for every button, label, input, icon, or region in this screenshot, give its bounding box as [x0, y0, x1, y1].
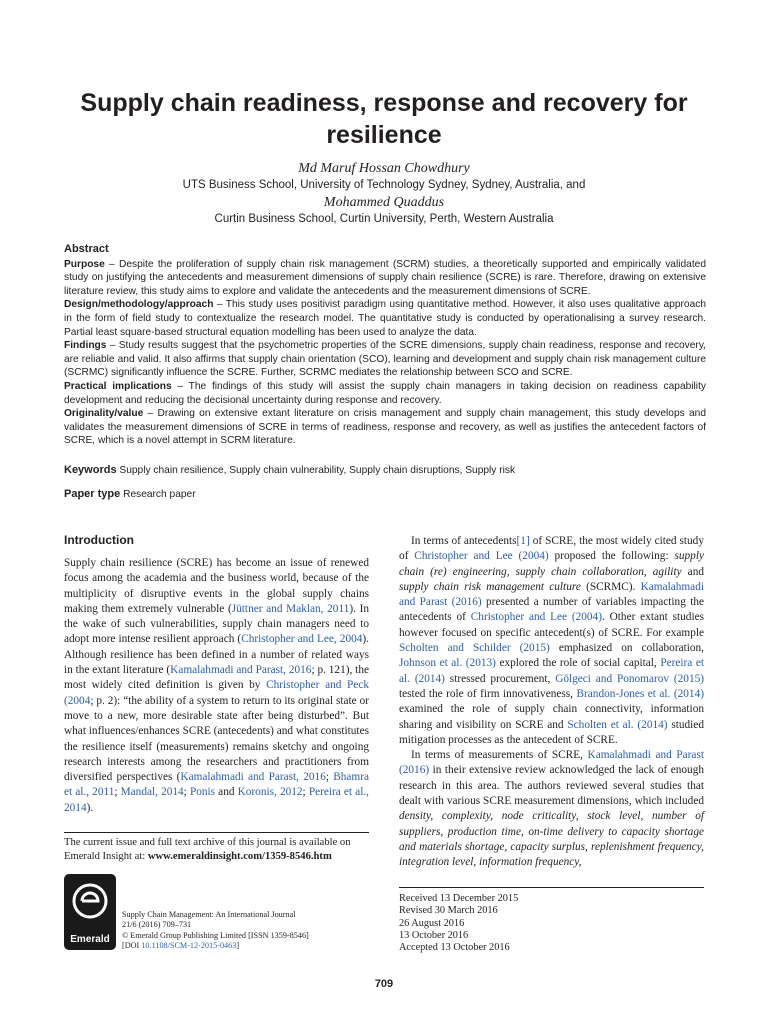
paper-type — [64, 488, 196, 500]
date-received: Received 13 December 2015 — [399, 893, 519, 904]
doi-suffix: ] — [236, 941, 240, 951]
date-revised: Revised 30 March 2016 — [399, 905, 498, 917]
paper-type-label: Paper type — [64, 488, 121, 500]
paragraph-text: supply chain (re) engineering, supply chain collaboration, agility — [399, 550, 704, 578]
left-column — [64, 556, 369, 816]
citation-link[interactable]: Kamalahmadi and Parast, 2016 — [170, 664, 312, 677]
page-number: 709 — [374, 978, 394, 990]
paragraph-text: stressed procurement, — [444, 672, 556, 685]
journal-info — [122, 910, 362, 952]
intro-right-paragraph-1 — [399, 534, 704, 748]
paragraph-text: (SCRMC). — [580, 580, 641, 593]
paragraph-text: proposed the following: — [548, 550, 675, 563]
citation-link[interactable]: Pereira et al. (2014) — [399, 657, 704, 685]
paragraph-text: supply chain risk management culture — [399, 580, 581, 593]
paragraph-text: ; — [325, 771, 334, 784]
paper-title: Supply chain readiness, response and recovery for resilience — [80, 89, 688, 149]
paragraph-text: ; — [302, 786, 309, 799]
paragraph-text: ; p. 2): “the ability of a system to return to its original state or move to a new, more desirable state after being disturbed”. But what influences/enhances SCRE (antecedents) and what constitutes the resilience itself (measurements) remains sketchy and ongoing research interests among the researchers and practitioners from diversified perspectives ( — [64, 694, 369, 784]
abstract-design — [64, 298, 706, 339]
citation-link[interactable]: Mandal, 2014 — [120, 786, 184, 799]
paragraph-text: In terms of measurements of SCRE, — [411, 749, 588, 762]
paragraph-text: . Other extant studies however focused on specific antecedent(s) of SCRE. For example — [399, 611, 704, 639]
emerald-logo-icon — [64, 874, 116, 934]
citation-link[interactable]: Scholten et al. (2014) — [567, 718, 668, 731]
author-2-affiliation: Curtin Business School, Curtin University, Perth, Western Australia — [214, 213, 554, 225]
citation-link[interactable]: Kamalahmadi and Parast (2016) — [399, 580, 704, 609]
journal-availability-note — [64, 836, 374, 864]
citation-link[interactable]: Kamalahmadi and Parast, 2016 — [180, 771, 326, 784]
footnote-divider — [64, 832, 369, 833]
paragraph-text: emphasized on collaboration, — [549, 642, 704, 655]
paragraph-text: examined the role of supply chain connectivity, information sharing and visibility on SCRE and — [399, 703, 704, 731]
abstract-originality — [64, 407, 706, 448]
intro-left-paragraph — [64, 556, 369, 816]
paragraph-text: tested the role of firm innovativeness, — [399, 687, 577, 700]
availability-text: The current issue and full text archive of this journal is available on Emerald Insight at: — [64, 837, 351, 862]
paragraph-text: and — [681, 565, 704, 578]
citation-link[interactable]: [1] — [516, 535, 530, 547]
abstract-label: Originality/value — [64, 408, 144, 420]
citation-link[interactable]: Bhamra et al., 2011 — [64, 771, 369, 799]
abstract-label: Design/methodology/approach — [64, 299, 214, 311]
abstract-text: – The findings of this study will assist the supply chain managers in taking decision on readiness capability development and reducing the decisional uncertainty during response and recovery. — [64, 380, 706, 406]
paragraph-text: ). In the wake of such vulnerabilities, supply chain managers need to adopt more intense resilient approach ( — [64, 602, 369, 646]
paragraph-text: presented a number of variables impacting the antecedents of — [399, 596, 704, 624]
paragraph-text: ). Although resilience has been defined in a number of related ways in the extant literature ( — [64, 633, 369, 677]
citation-link[interactable]: Pereira et al., 2014 — [64, 786, 369, 814]
journal-name: Supply Chain Management: An International Journal — [122, 910, 296, 919]
doi-line — [122, 941, 362, 951]
keywords-label: Keywords — [64, 464, 117, 476]
keywords-text: Supply chain resilience, Supply chain vulnerability, Supply chain disruptions, Supply risk — [119, 465, 516, 476]
citation-link[interactable]: Christopher and Lee (2004) — [470, 611, 602, 624]
citation-link[interactable]: Christopher and Lee (2004) — [414, 550, 549, 563]
abstract-text: – Despite the proliferation of supply chain risk management (SCRM) studies, a theoretically supported and empirically validated study on justifying the antecedents and measurement dimensions of supply chain resilience (SCRE) is rare. Therefore, drawing on extensive literature review, this study aims to explore and validate the antecedents and the measurement dimensions of SCRE. — [64, 258, 706, 297]
journal-volume: 21/6 (2016) 709–731 — [122, 920, 192, 930]
citation-link[interactable]: Gölgeci and Ponomarov (2015) — [555, 672, 705, 685]
paragraph-text: ; — [183, 786, 190, 799]
keywords — [64, 464, 515, 476]
paper-type-text: Research paper — [123, 489, 196, 500]
citation-link[interactable]: Ponis — [189, 786, 216, 799]
paragraph-text: and — [215, 786, 238, 799]
article-dates — [399, 893, 699, 954]
citation-link[interactable]: Johnson et al. (2013) — [399, 657, 496, 670]
abstract-text: – This study uses positivist paradigm using quantitative method. However, it also uses qualitative approach in the form of field study to contextualize the research model. The quantitative study is conducted by operationalising a survey research. Partial least square-based structural equation modelling has been used to analyze the data. — [64, 299, 706, 338]
intro-right-paragraph-2 — [399, 748, 704, 870]
right-column — [399, 534, 704, 871]
paragraph-text: Supply chain resilience (SCRE) has become an issue of renewed focus among the academia and the business world, because of the multiplicity of disruptive events in the global supply chains making them extremely vulnerable ( — [64, 557, 369, 615]
doi-prefix: [DOI — [122, 941, 142, 951]
paragraph-text: ; p. 121), the most widely cited definition is given by — [64, 664, 369, 692]
paragraph-text: studied mitigation processes as the antecedent of SCRE. — [399, 718, 704, 746]
abstract-text: – Drawing on extensive extant literature on crisis management and supply chain management, this study develops and validates the measurement dimensions of SCRE in terms of readiness, response and recovery, as well as justifies the antecedent factors of SCRE, which is a novel attempt in SCRM literature. — [64, 408, 706, 447]
abstract-purpose — [64, 258, 706, 299]
emerald-logo — [64, 874, 116, 950]
citation-link[interactable]: Christopher and Peck (2004 — [64, 679, 370, 707]
citation-link[interactable]: Jüttner and Maklan, 2011 — [231, 602, 350, 615]
citation-link[interactable]: Scholten and Schilder (2015) — [399, 642, 550, 655]
date-revised-3: 13 October 2016 — [399, 929, 469, 941]
abstract-label: Purpose — [64, 258, 105, 270]
doi-link[interactable]: 10.1108/SCM-12-2015-0463 — [141, 941, 237, 951]
date-revised-2: 26 August 2016 — [399, 917, 465, 929]
author-1-affiliation: UTS Business School, University of Technology Sydney, Sydney, Australia, and — [182, 179, 586, 191]
abstract — [64, 243, 706, 448]
abstract-text: – Study results suggest that the psychometric properties of the SCRE dimensions, supply chain readiness, response and recovery, are reliable and valid. It also affirms that supply chain orientation (SCO), learning and development and supply chain risk management culture (SCRMC) significantly influence the SCRE. Further, SCRMC mediates the relationship between SCO and SCRE. — [64, 340, 706, 379]
paragraph-text: explored the role of social capital, — [495, 657, 661, 670]
abstract-label: Findings — [64, 340, 107, 352]
paragraph-text: In terms of antecedents — [411, 535, 517, 547]
paragraph-text: in their extensive review acknowledged the lack of enough research in this area. The authors reviewed several studies that dealt with various SCRE measurement dimensions, which included — [399, 764, 704, 808]
citation-link[interactable]: Brandon-Jones et al. (2014) — [576, 687, 704, 700]
introduction-heading: Introduction — [64, 533, 134, 547]
abstract-label: Practical implications — [64, 380, 172, 392]
paragraph-text: ; — [114, 786, 121, 799]
citation-link[interactable]: Koronis, 2012 — [237, 786, 303, 799]
paragraph-text: of SCRE, the most widely cited study of — [399, 535, 704, 563]
date-accepted: Accepted 13 October 2016 — [399, 942, 510, 954]
dates-divider — [399, 887, 704, 888]
abstract-findings — [64, 339, 706, 380]
abstract-practical — [64, 380, 706, 407]
citation-link[interactable]: Kamalahmadi and Parast (2016) — [399, 749, 704, 777]
author-1-name: Md Maruf Hossan Chowdhury — [298, 161, 470, 176]
logo-text: Emerald — [70, 934, 110, 945]
citation-link[interactable]: Christopher and Lee, 2004 — [241, 633, 363, 646]
author-2-name: Mohammed Quaddus — [323, 195, 445, 210]
paragraph-text: density, complexity, node criticality, stock level, number of suppliers, production time, on-time delivery to capacity shortage and materials shortage, capacity surplus, replenishment frequency, integration level, information frequency, — [399, 810, 704, 869]
journal-copyright: © Emerald Group Publishing Limited [ISSN 1359-8546] — [122, 930, 309, 940]
journal-url-link[interactable]: www.emeraldinsight.com/1359-8546.htm — [147, 851, 332, 862]
abstract-heading: Abstract — [64, 243, 109, 255]
paragraph-text: ). — [86, 801, 94, 814]
